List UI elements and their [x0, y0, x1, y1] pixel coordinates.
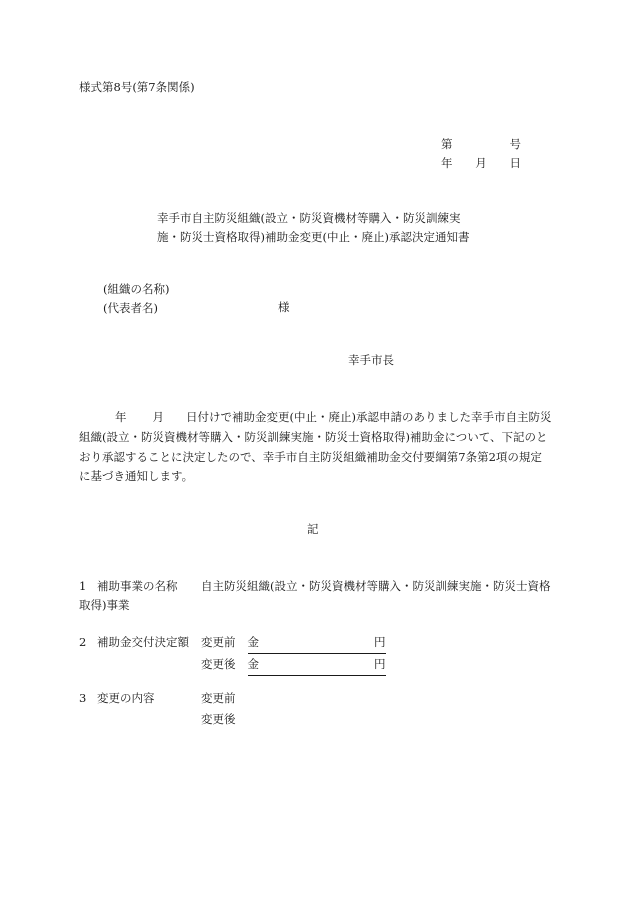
item-3-label: 変更の内容	[97, 691, 155, 705]
date-day: 日	[509, 156, 521, 170]
title-line-1: 幸手市自主防災組織(設立・防災資機材等購入・防災訓練実	[157, 211, 461, 225]
item-2-label: 補助金交付決定額	[97, 635, 189, 649]
document-number	[441, 136, 521, 155]
item-2-number: 2	[79, 635, 87, 649]
issuer: 幸手市長	[348, 353, 394, 367]
item-3-number: 3	[79, 691, 87, 705]
amount-after-suffix: 円	[374, 657, 386, 671]
item-1-number: 1	[79, 579, 87, 593]
body-text: 日付けで補助金変更(中止・廃止)承認申請のありました幸手市自主防災組織(設立・防災資機材等購入・防災訓練実施・防災士資格取得)補助金について、下記のとおり承認することに決定したので、幸手市自主防災組織補助金交付要綱第7条第2項の規定に基づき通知します。	[79, 410, 552, 484]
doc-number-prefix: 第	[441, 137, 453, 151]
item-3-after-label: 変更後	[201, 712, 236, 726]
item-3-before-label: 変更前	[201, 691, 236, 705]
amount-after-prefix: 金	[247, 657, 259, 671]
addressee-block	[103, 280, 169, 318]
item-3	[79, 688, 236, 730]
date-month: 月	[475, 156, 487, 170]
date-year: 年	[441, 156, 453, 170]
item-1-label: 補助事業の名称	[97, 579, 178, 593]
item-1-value: 自主防災組織(設立・防災資機材等購入・防災訓練実施・防災士資格取得)事業	[79, 579, 551, 612]
item-2-after-label: 変更後	[201, 657, 236, 671]
notice-body	[79, 408, 553, 487]
amount-before-field	[248, 632, 386, 654]
amount-before-suffix: 円	[374, 635, 386, 649]
amount-after-field	[248, 654, 386, 676]
representative-name-label: (代表者名)	[103, 301, 158, 315]
document-date	[441, 155, 521, 171]
title-line-2: 施・防災士資格取得)補助金変更(中止・廃止)承認決定通知書	[157, 230, 470, 244]
amount-before-prefix: 金	[247, 635, 259, 649]
doc-number-suffix: 号	[509, 137, 521, 151]
form-number: 様式第8号(第7条関係)	[79, 80, 195, 94]
item-1	[79, 577, 553, 615]
body-month: 月	[152, 410, 164, 424]
organization-name-label: (組織の名称)	[103, 282, 170, 296]
item-2-before-label: 変更前	[201, 635, 236, 649]
body-year: 年	[115, 410, 127, 424]
ki-heading: 記	[307, 522, 319, 536]
document-title	[157, 209, 469, 247]
item-2	[79, 632, 386, 676]
honorific: 様	[278, 300, 290, 314]
